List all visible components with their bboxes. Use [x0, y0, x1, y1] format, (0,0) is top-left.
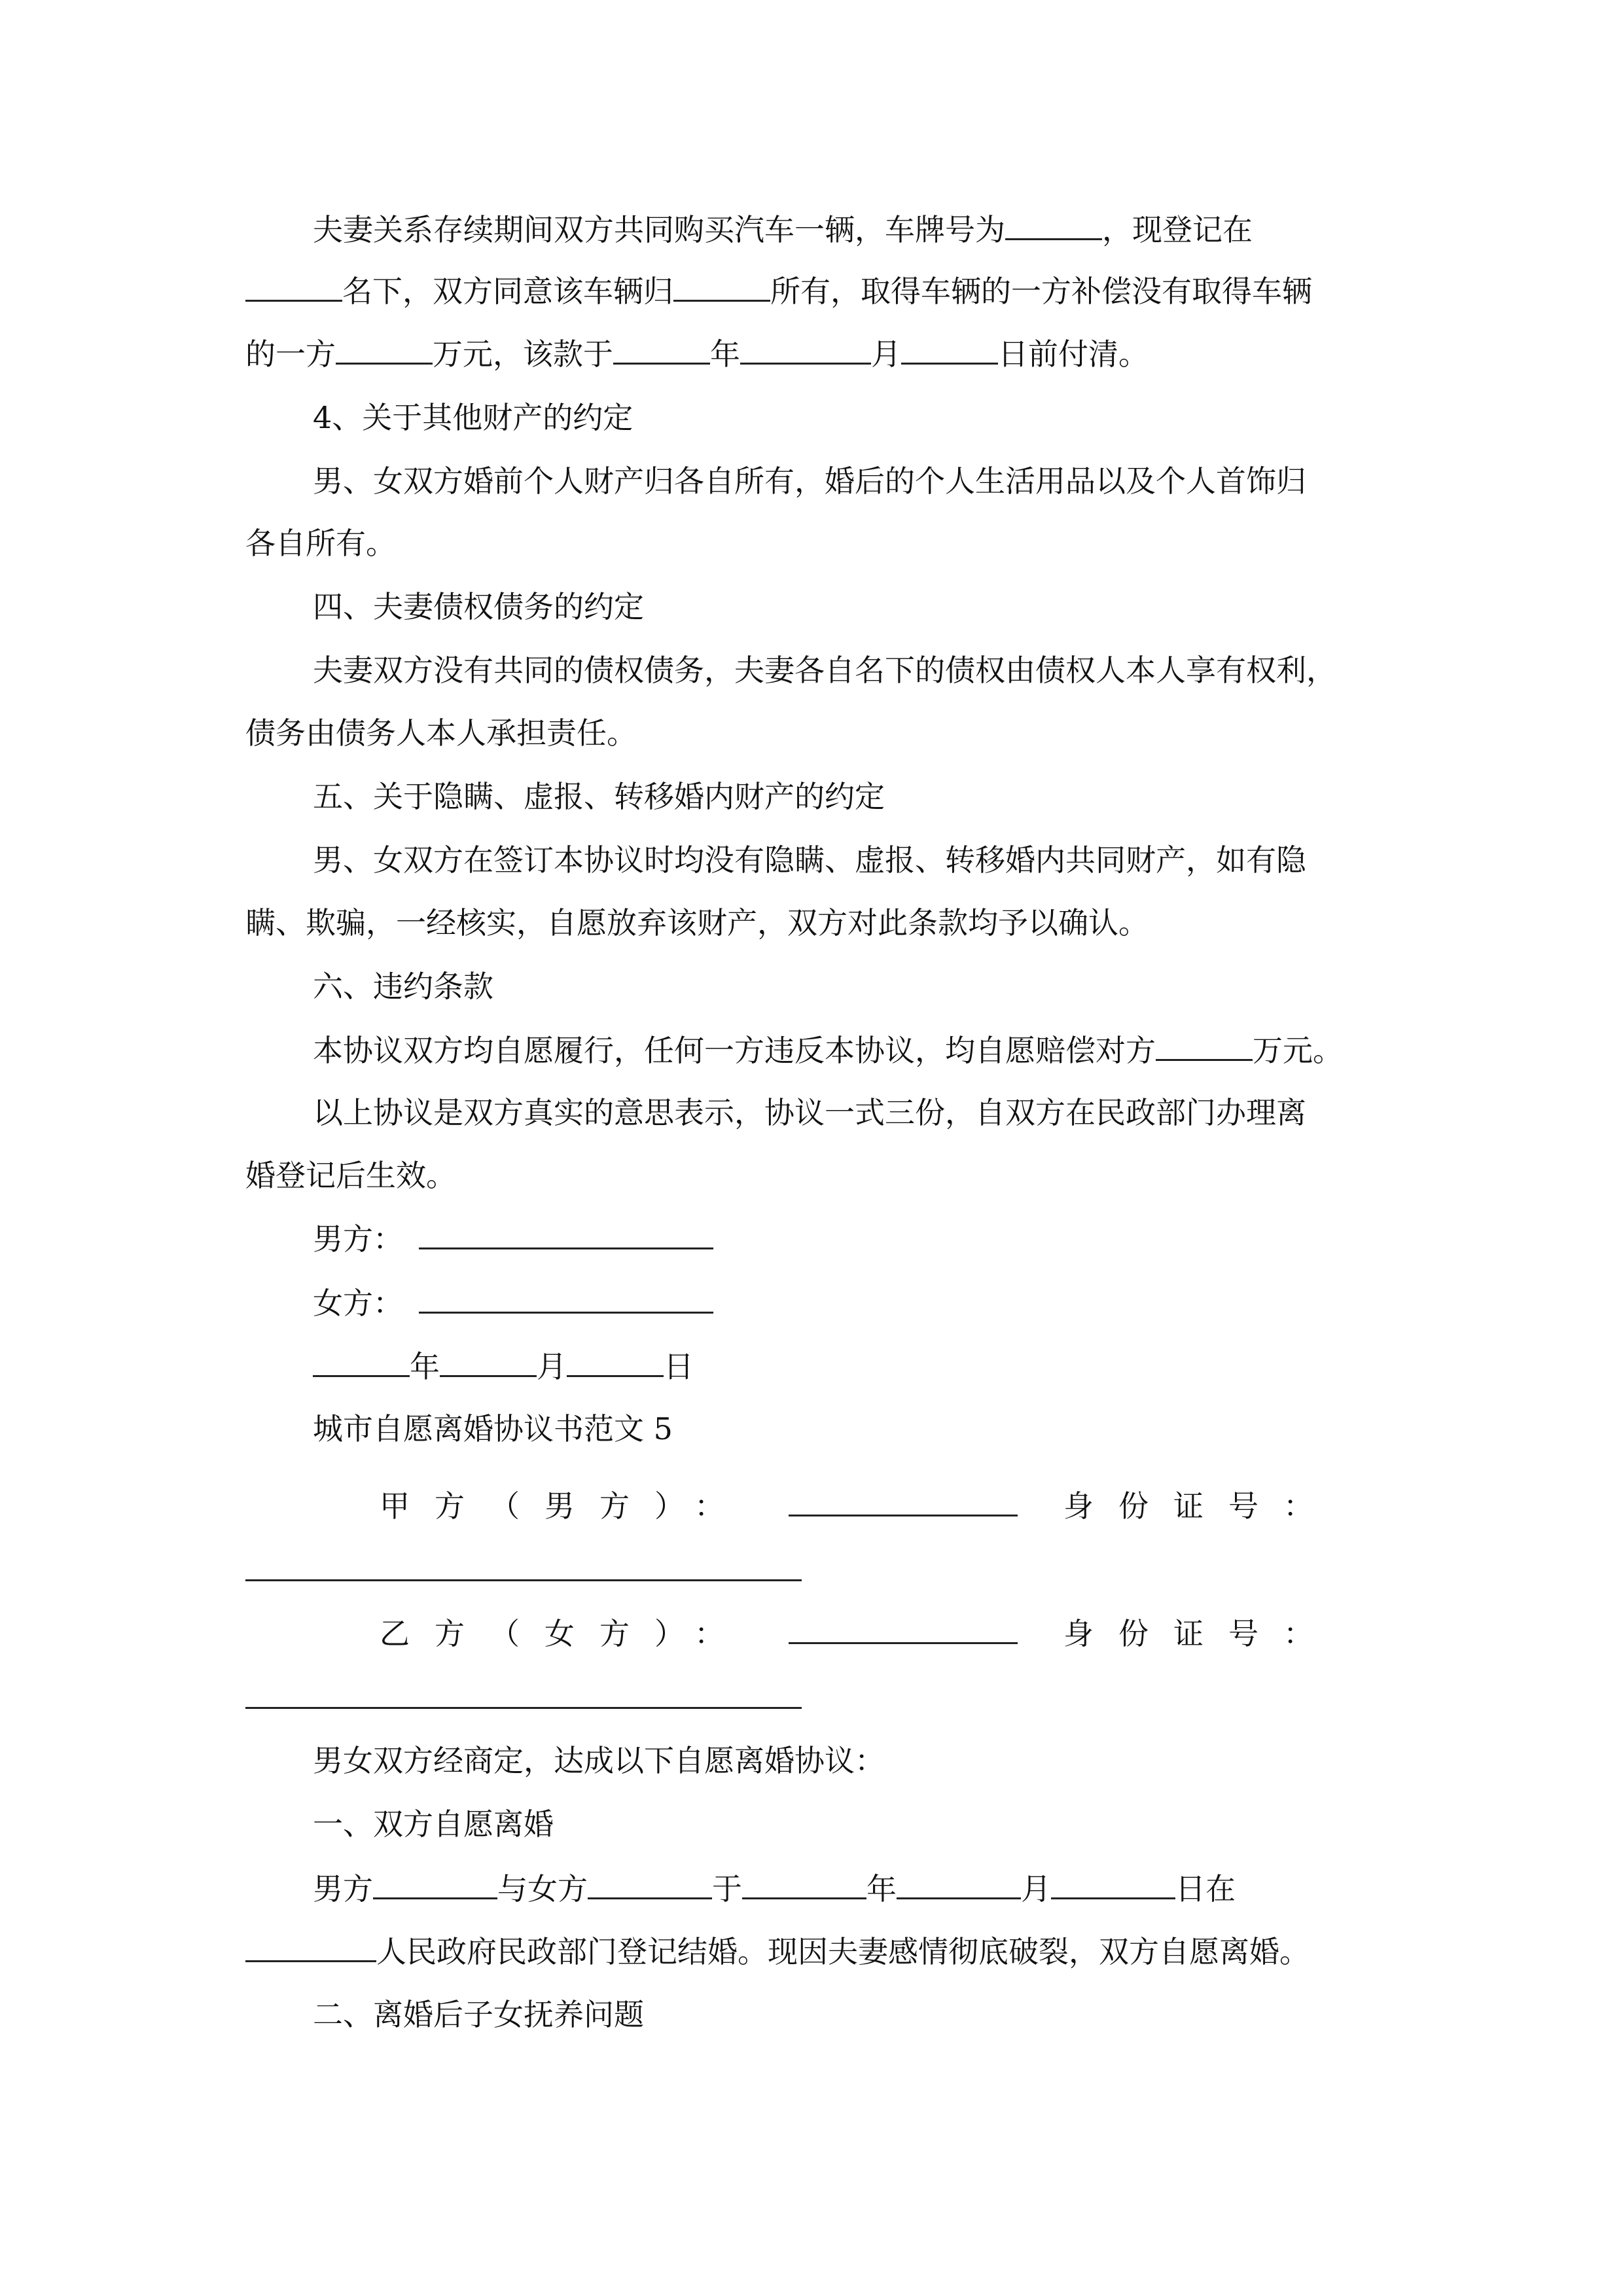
id-label: 身份证号： — [1063, 1616, 1338, 1651]
text: 年 — [710, 336, 740, 372]
blank-year — [313, 1346, 410, 1377]
text: 于 — [712, 1871, 742, 1907]
blank-female-name — [588, 1869, 712, 1899]
signature-date — [313, 1346, 694, 1386]
text: 日前付清。 — [998, 336, 1149, 372]
blank-owner — [245, 271, 342, 302]
marriage-para-line-1 — [313, 1869, 1236, 1908]
heading-debts: 四、夫妻债权债务的约定 — [313, 589, 644, 624]
marriage-para-line-2 — [245, 1931, 1310, 1971]
text: 男方： — [313, 1221, 403, 1257]
heading-one: 一、双方自愿离婚 — [313, 1806, 554, 1842]
party-a-id-line — [245, 1579, 802, 1581]
blank-day — [901, 334, 998, 365]
blank-year — [613, 334, 710, 365]
blank-day — [1051, 1869, 1175, 1899]
blank-month — [440, 1346, 537, 1377]
heading-other-property: 4、关于其他财产的约定 — [313, 400, 633, 435]
blank-month — [740, 334, 871, 365]
text: 年 — [410, 1349, 440, 1384]
text: 人民政府民政部门登记结婚。现因夫妻感情彻底破裂，双方自愿离婚。 — [376, 1934, 1310, 1969]
text: 本协议双方均自愿履行，任何一方违反本协议，均自愿赔偿对方 — [313, 1033, 1156, 1068]
signature-line — [419, 1283, 713, 1314]
text: 万元，该款于 — [433, 336, 613, 372]
party-b-id-line — [245, 1707, 802, 1709]
signature-female — [313, 1283, 713, 1322]
party-a-line — [380, 1486, 1338, 1525]
debt-para-line-2: 债务由债务人本人承担责任。 — [245, 715, 637, 751]
heading-breach: 六、违约条款 — [313, 969, 493, 1004]
text: 月 — [871, 336, 901, 372]
car-para-line-1 — [313, 209, 1253, 249]
blank-day — [567, 1346, 664, 1377]
signature-line — [419, 1219, 713, 1249]
blank-plate-number — [1005, 209, 1102, 240]
intro-line: 男女双方经商定，达成以下自愿离婚协议： — [313, 1743, 885, 1778]
text: 夫妻关系存续期间双方共同购买汽车一辆，车牌号为 — [313, 212, 1005, 247]
text: 日在 — [1175, 1871, 1236, 1907]
blank-party-b-name — [789, 1613, 1018, 1644]
party-b-label: 乙方（女方）： — [380, 1616, 749, 1651]
blank-male-name — [373, 1869, 497, 1899]
section-title-5: 城市自愿离婚协议书范文 5 — [313, 1411, 673, 1446]
id-label: 身份证号： — [1063, 1488, 1338, 1524]
heading-two: 二、离婚后子女抚养问题 — [313, 1997, 644, 2032]
signature-male — [313, 1219, 713, 1258]
text: 万元。 — [1253, 1033, 1343, 1068]
text: 的一方 — [245, 336, 336, 372]
text: 日 — [664, 1349, 694, 1384]
blank-compensation — [1156, 1030, 1253, 1061]
blank-year — [742, 1869, 866, 1899]
party-b-line — [380, 1613, 1338, 1653]
blank-month — [897, 1869, 1021, 1899]
car-para-line-2 — [245, 271, 1312, 310]
party-a-label: 甲方（男方）： — [380, 1488, 749, 1524]
heading-concealment: 五、关于隐瞒、虚报、转移婚内财产的约定 — [313, 779, 885, 814]
text: 男方 — [313, 1871, 373, 1907]
effect-para-line-1: 以上协议是双方真实的意思表示，协议一式三份，自双方在民政部门办理离 — [313, 1095, 1306, 1130]
blank-amount — [336, 334, 433, 365]
text: 月 — [537, 1349, 567, 1384]
hide-para-line-1: 男、女双方在签订本协议时均没有隐瞒、虚报、转移婚内共同财产，如有隐 — [313, 842, 1306, 878]
effect-para-line-2: 婚登记后生效。 — [245, 1158, 456, 1193]
text: 年 — [866, 1871, 897, 1907]
blank-recipient — [673, 271, 770, 302]
text: 月 — [1021, 1871, 1051, 1907]
text: 所有，取得车辆的一方补偿没有取得车辆 — [770, 274, 1312, 309]
other-para-line-1: 男、女双方婚前个人财产归各自所有，婚后的个人生活用品以及个人首饰归 — [313, 463, 1306, 499]
car-para-line-3 — [245, 334, 1149, 373]
blank-location — [245, 1931, 376, 1962]
text: 女方： — [313, 1285, 403, 1321]
debt-para-line-1: 夫妻双方没有共同的债权债务，夫妻各自名下的债权由债权人本人享有权利， — [313, 653, 1336, 688]
other-para-line-2: 各自所有。 — [245, 526, 396, 561]
text: ，现登记在 — [1102, 212, 1253, 247]
breach-para-line — [313, 1030, 1343, 1069]
text: 与女方 — [497, 1871, 588, 1907]
text: 名下，双方同意该车辆归 — [342, 274, 673, 309]
blank-party-a-name — [789, 1486, 1018, 1516]
hide-para-line-2: 瞒、欺骗，一经核实，自愿放弃该财产，双方对此条款均予以确认。 — [245, 905, 1149, 941]
